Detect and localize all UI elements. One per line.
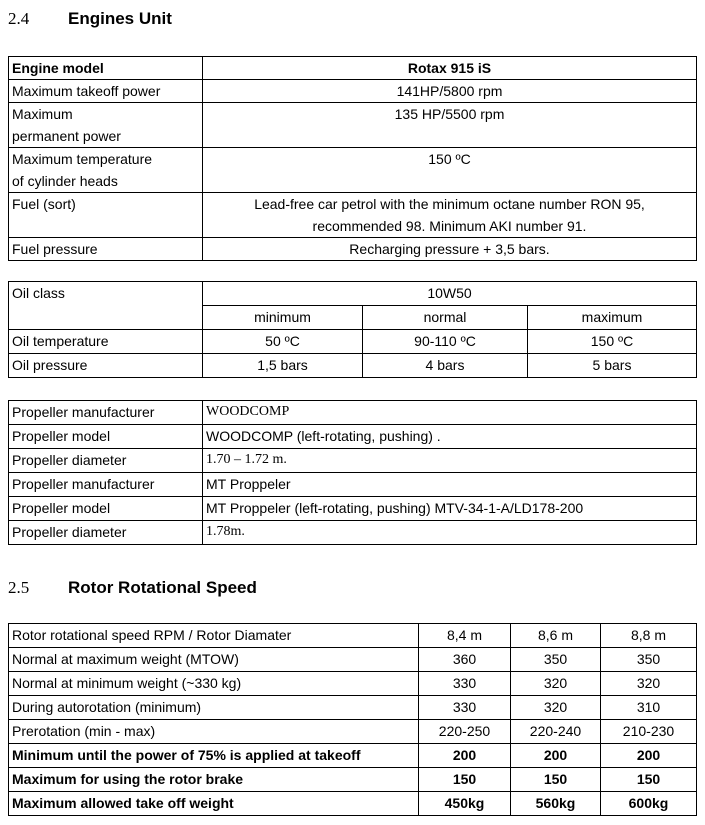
propeller-table: [8, 400, 697, 545]
row-label: Propeller model: [9, 497, 203, 521]
section-title: Rotor Rotational Speed: [68, 578, 257, 597]
table-row: [9, 720, 697, 744]
row-label: Propeller diameter: [9, 521, 203, 545]
row-label: Propeller diameter: [9, 449, 203, 473]
value-line: recommended 98. Minimum AKI number 91.: [312, 218, 587, 234]
cell-value: 150: [511, 768, 601, 792]
cell-value: 5 bars: [528, 354, 697, 378]
header-diameter: 8,4 m: [419, 624, 511, 648]
oil-class-label: Oil class: [9, 282, 203, 306]
cell-value: 320: [601, 672, 697, 696]
row-label: Maximum allowed take off weight: [9, 792, 419, 816]
row-value: MT Proppeler: [203, 473, 697, 497]
table-row: [9, 282, 697, 306]
label-line: permanent power: [12, 128, 121, 144]
row-label: Fuel (sort): [9, 193, 203, 238]
header-maximum: maximum: [528, 306, 697, 330]
row-value: 1.70 – 1.72 m.: [203, 449, 697, 473]
cell-value: 360: [419, 648, 511, 672]
row-value: 135 HP/5500 rpm: [203, 103, 697, 148]
section-number: 2.5: [8, 578, 30, 597]
row-value: WOODCOMP (left-rotating, pushing) .: [203, 425, 697, 449]
label-line: Maximum temperature: [12, 151, 153, 167]
header-diameter: 8,6 m: [511, 624, 601, 648]
row-label: Minimum until the power of 75% is applied at takeoff: [9, 744, 419, 768]
table-row: [9, 425, 697, 449]
cell-value: 150: [601, 768, 697, 792]
cell-value: 50 ºC: [203, 330, 363, 354]
header-minimum: minimum: [203, 306, 363, 330]
table-row: [9, 648, 697, 672]
section-heading-engines: [8, 6, 172, 32]
cell-value: 220-250: [419, 720, 511, 744]
table-row: [9, 473, 697, 497]
table-row: [9, 792, 697, 816]
cell-value: 330: [419, 696, 511, 720]
header-label: Rotor rotational speed RPM / Rotor Diamater: [9, 624, 419, 648]
cell-value: 90-110 ºC: [363, 330, 528, 354]
table-row: [9, 497, 697, 521]
header-normal: normal: [363, 306, 528, 330]
cell-value: 150: [419, 768, 511, 792]
table-row: [9, 148, 697, 193]
section-number: 2.4: [8, 9, 30, 28]
table-row: [9, 401, 697, 425]
cell-value: 320: [511, 696, 601, 720]
row-label: Normal at maximum weight (MTOW): [9, 648, 419, 672]
table-row: [9, 696, 697, 720]
row-value: 150 ºC: [203, 148, 697, 193]
table-row: [9, 672, 697, 696]
cell-value: 450kg: [419, 792, 511, 816]
table-row: [9, 624, 697, 648]
row-value: 1.78m.: [203, 521, 697, 545]
cell-value: 310: [601, 696, 697, 720]
row-label: Propeller manufacturer: [9, 401, 203, 425]
cell-value: 150 ºC: [528, 330, 697, 354]
row-label: Propeller model: [9, 425, 203, 449]
section-title: Engines Unit: [68, 9, 172, 28]
table-row: [9, 768, 697, 792]
row-label: [9, 103, 203, 148]
cell-value: 350: [601, 648, 697, 672]
row-label: Maximum for using the rotor brake: [9, 768, 419, 792]
row-value: Rotax 915 iS: [203, 57, 697, 80]
row-label: Fuel pressure: [9, 238, 203, 261]
oil-class-value: 10W50: [203, 282, 697, 306]
row-label: Oil temperature: [9, 330, 203, 354]
table-row: [9, 238, 697, 261]
cell-value: 560kg: [511, 792, 601, 816]
row-value: Recharging pressure + 3,5 bars.: [203, 238, 697, 261]
row-label: Oil pressure: [9, 354, 203, 378]
label-line: Maximum: [12, 106, 73, 122]
cell-value: 210-230: [601, 720, 697, 744]
cell-value: 200: [511, 744, 601, 768]
value-line: Lead-free car petrol with the minimum octane number RON 95,: [254, 196, 645, 212]
cell-value: 200: [601, 744, 697, 768]
header-diameter: 8,8 m: [601, 624, 697, 648]
empty-cell: [9, 306, 203, 330]
rotor-table: [8, 623, 697, 816]
row-value: 141HP/5800 rpm: [203, 80, 697, 103]
cell-value: 200: [419, 744, 511, 768]
cell-value: 4 bars: [363, 354, 528, 378]
table-row: [9, 354, 697, 378]
label-line: of cylinder heads: [12, 173, 118, 189]
row-label: Prerotation (min - max): [9, 720, 419, 744]
table-row: [9, 744, 697, 768]
oil-table: [8, 281, 697, 378]
cell-value: 1,5 bars: [203, 354, 363, 378]
cell-value: 600kg: [601, 792, 697, 816]
table-row: [9, 57, 697, 80]
table-row: [9, 330, 697, 354]
row-label: During autorotation (minimum): [9, 696, 419, 720]
row-label: [9, 148, 203, 193]
row-label: Engine model: [9, 57, 203, 80]
row-label: Normal at minimum weight (~330 kg): [9, 672, 419, 696]
table-row: [9, 449, 697, 473]
row-label: Propeller manufacturer: [9, 473, 203, 497]
table-row: [9, 80, 697, 103]
table-row: [9, 306, 697, 330]
row-value: WOODCOMP: [203, 401, 697, 425]
cell-value: 330: [419, 672, 511, 696]
engine-table: [8, 56, 697, 261]
cell-value: 220-240: [511, 720, 601, 744]
cell-value: 320: [511, 672, 601, 696]
table-row: [9, 193, 697, 238]
table-row: [9, 103, 697, 148]
row-label: Maximum takeoff power: [9, 80, 203, 103]
cell-value: 350: [511, 648, 601, 672]
table-row: [9, 521, 697, 545]
row-value: [203, 193, 697, 238]
section-heading-rotor: [8, 575, 257, 601]
row-value: MT Proppeler (left-rotating, pushing) MTV-34-1-A/LD178-200: [203, 497, 697, 521]
